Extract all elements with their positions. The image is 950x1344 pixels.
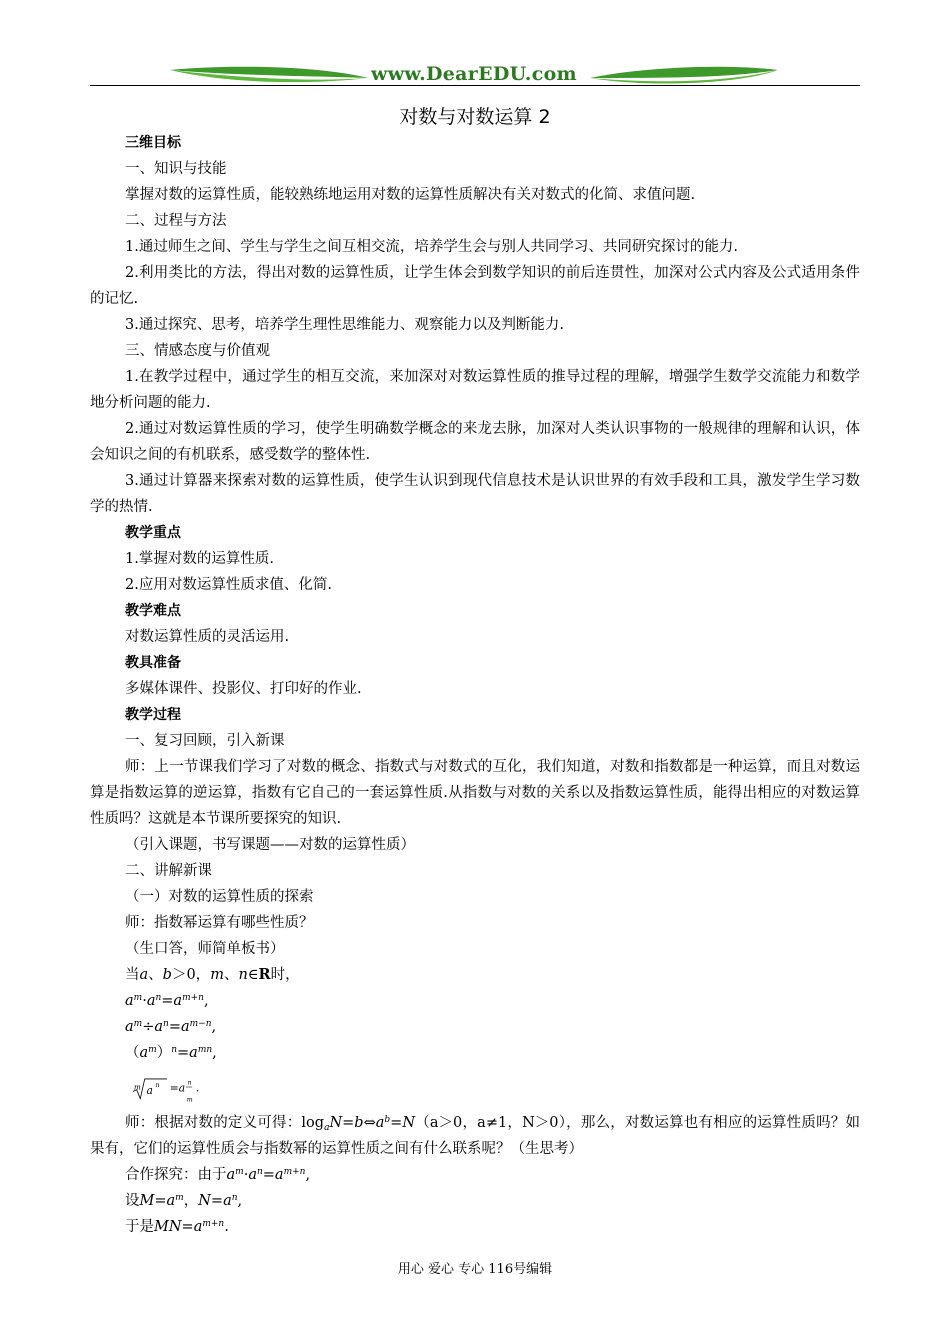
then-a: a — [193, 1219, 203, 1235]
paragraph-process-3: 3.通过探究、思考，培养学生理性思维能力、观察能力以及判断能力. — [125, 317, 564, 333]
formula-quotient — [90, 1014, 860, 1040]
cond-n: n — [238, 967, 248, 983]
f2-n: n — [163, 1019, 169, 1029]
set-m: m — [175, 1193, 184, 1203]
cond-suffix: 时， — [270, 967, 300, 983]
subheading-review: 一、复习回顾，引入新课 — [125, 733, 285, 749]
subheading-new-lesson: 二、讲解新课 — [125, 863, 212, 879]
f2-div: ÷ — [142, 1019, 155, 1035]
formula-radical — [125, 1070, 245, 1104]
paragraph-emotion-2: 2.通过对数运算性质的学习，使学生明确数学概念的来龙去脉，加深对人类认识事物的一般规律的理解和认识，体会知识之间的有机联系，感受数学的整体性. — [90, 421, 860, 463]
set-eq: = — [154, 1193, 167, 1209]
page-header — [90, 56, 860, 92]
f3-lp: （ — [125, 1045, 140, 1061]
f1-m: m — [133, 993, 143, 1003]
f3-rp: ） — [156, 1045, 172, 1061]
f3-exp: mn — [197, 1045, 213, 1055]
f2-m: m — [133, 1019, 143, 1029]
f2-exp: m−n — [189, 1019, 212, 1029]
paragraph-tools: 多媒体课件、投影仪、打印好的作业. — [125, 681, 362, 697]
f4-n: n — [155, 1082, 160, 1089]
set-N: N — [198, 1193, 211, 1209]
section-heading-goals: 三维目标 — [125, 135, 181, 151]
f1-a: a — [125, 993, 134, 1009]
def-N2: N — [402, 1115, 415, 1131]
def-pre: 师：根据对数的定义可得：log — [125, 1115, 325, 1131]
paragraph-emotion-1: 1.在教学过程中，通过学生的相互交流，来加深对对数运算性质的推导过程的理解，增强学生数学交流能力和数学地分析问题的能力. — [90, 369, 860, 411]
set-comma: ， — [183, 1193, 199, 1209]
paragraph-difficulty: 对数运算性质的灵活运用. — [125, 629, 290, 645]
set-a2: a — [223, 1193, 232, 1209]
f1-n: n — [155, 993, 162, 1003]
f4-end: . — [195, 1081, 200, 1095]
set-pre: 设 — [125, 1193, 140, 1209]
coop-dot: · — [243, 1167, 249, 1183]
coop-eq: = — [262, 1167, 275, 1183]
header-divider — [90, 85, 860, 86]
def-b: b — [354, 1115, 364, 1131]
f4-fn: n — [187, 1079, 192, 1087]
site-logo-text[interactable]: www.DearEDU.com — [371, 63, 577, 85]
f3-eq: = — [177, 1045, 190, 1061]
paragraph-coop — [90, 1162, 860, 1188]
note-intro: （引入课题，书写课题——对数的运算性质） — [125, 837, 415, 853]
section-heading-tools: 教具准备 — [125, 655, 181, 671]
paragraph-knowledge: 掌握对数的运算性质，能较熟练地运用对数的运算性质解决有关对数式的化简、求值问题. — [125, 187, 696, 203]
cond-sep2: 、 — [223, 967, 239, 983]
paragraph-process-1: 1.通过师生之间、学生与学生之间互相交流，培养学生会与别人共同学习、共同研究探讨的能力. — [125, 239, 738, 255]
f1-dot: · — [142, 993, 147, 1009]
paragraph-key-1: 1.掌握对数的运算性质. — [125, 551, 274, 567]
f2-a2: a — [154, 1019, 164, 1035]
then-eq: = — [181, 1219, 194, 1235]
f4-eq: = — [169, 1081, 179, 1095]
student-note: （生口答，师简单板书） — [125, 941, 285, 957]
paragraph-set — [90, 1188, 860, 1214]
document-title: 对数与对数运算 2 — [399, 106, 551, 128]
paragraph-key-2: 2.应用对数运算性质求值、化简. — [125, 577, 332, 593]
def-eq2: = — [390, 1115, 403, 1131]
f3-a2: a — [189, 1045, 198, 1061]
cond-R: R — [258, 966, 271, 983]
f1-end: , — [203, 993, 209, 1009]
paragraph-process-2: 2.利用类比的方法，得出对数的运算性质，让学生体会到数学知识的前后连贯性，加深对公式内容及公式适用条件的记忆. — [90, 265, 860, 307]
f4-a: a — [146, 1084, 153, 1098]
def-bexp: b — [384, 1115, 391, 1125]
cond-sep1: 、 — [148, 967, 163, 983]
f2-eq: = — [168, 1019, 181, 1035]
def-eq: = — [342, 1115, 355, 1131]
cond-b: b — [162, 967, 172, 983]
def-a: a — [375, 1115, 385, 1131]
formula-product — [90, 988, 860, 1014]
cond-gt0: ＞0， — [171, 967, 211, 983]
coop-a: a — [226, 1167, 236, 1183]
then-end: . — [224, 1219, 229, 1235]
section-heading-difficulty: 教学难点 — [125, 603, 181, 619]
def-cond: （a＞0，a≠1，N＞0），那么，对数运算也有相应的运算性质吗？如果有，它们的运算性质会与指数幂的运算性质之间有什么联系呢？（生思考） — [90, 1115, 860, 1157]
f2-end: , — [211, 1019, 217, 1035]
subheading-emotion: 三、情感态度与价值观 — [125, 343, 270, 359]
coop-m: m — [235, 1167, 244, 1177]
teacher-question: 师：指数幂运算有哪些性质？ — [125, 915, 314, 931]
def-iff: ⇔ — [363, 1115, 376, 1131]
coop-end: , — [305, 1167, 311, 1183]
def-N: N — [329, 1115, 343, 1131]
coop-a3: a — [274, 1167, 284, 1183]
f3-a: a — [139, 1045, 149, 1061]
f1-eq: = — [161, 993, 174, 1009]
then-exp: m+n — [202, 1219, 225, 1229]
f1-a2: a — [146, 993, 156, 1009]
subheading-process: 二、过程与方法 — [125, 213, 227, 229]
section-heading-key: 教学重点 — [125, 525, 181, 541]
condition-line — [90, 962, 860, 988]
document-body — [90, 130, 860, 1240]
formula-power — [90, 1040, 860, 1066]
subheading-knowledge: 一、知识与技能 — [125, 161, 227, 177]
f4-index: m — [134, 1082, 141, 1092]
set-eq2: = — [210, 1193, 224, 1209]
cond-in: ∈ — [247, 967, 259, 983]
paragraph-review: 师：上一节课我们学习了对数的概念、指数式与对数式的互化，我们知道，对数和指数都是一种运算，而且对数运算是指数运算的逆运算，指数有它自己的一套运算性质.从指数与对数的关系以及指数运算性质，能得出相应的对数运算性质吗？这就是本节课所要探究的知识. — [90, 759, 860, 827]
cond-prefix: 当 — [125, 967, 140, 983]
page-footer: 用心 爱心 专心 116号编辑 — [397, 1262, 553, 1277]
set-end: , — [237, 1193, 243, 1209]
subheading-explore: （一）对数的运算性质的探索 — [125, 889, 314, 905]
paragraph-log-definition — [90, 1110, 860, 1162]
f3-end: , — [212, 1045, 217, 1061]
coop-n: n — [256, 1167, 263, 1177]
paragraph-then — [90, 1214, 860, 1240]
then-pre: 于是 — [125, 1219, 154, 1235]
coop-a2: a — [248, 1167, 257, 1183]
set-a: a — [166, 1193, 176, 1209]
f1-exp: m+n — [182, 993, 204, 1003]
cond-m: m — [210, 967, 224, 983]
f4-a2: a — [178, 1081, 186, 1095]
paragraph-emotion-3: 3.通过计算器来探索对数的运算性质，使学生认识到现代信息技术是认识世界的有效手段和工具，激发学生学习数学的热情. — [90, 473, 860, 515]
section-heading-teaching-process: 教学过程 — [125, 707, 181, 723]
f3-m: m — [148, 1045, 157, 1055]
coop-pre: 合作探究：由于 — [125, 1167, 227, 1183]
coop-exp: m+n — [283, 1167, 306, 1177]
then-MN: MN — [154, 1219, 182, 1235]
def-sub: a — [324, 1123, 330, 1133]
set-n: n — [231, 1193, 238, 1203]
f4-fd: m — [186, 1096, 193, 1104]
f3-n: n — [171, 1045, 177, 1055]
f2-a: a — [125, 1019, 134, 1035]
set-M: M — [139, 1193, 155, 1209]
formula-radical-row — [90, 1066, 860, 1110]
f1-a3: a — [173, 993, 183, 1009]
cond-a: a — [139, 967, 149, 983]
f2-a3: a — [180, 1019, 190, 1035]
